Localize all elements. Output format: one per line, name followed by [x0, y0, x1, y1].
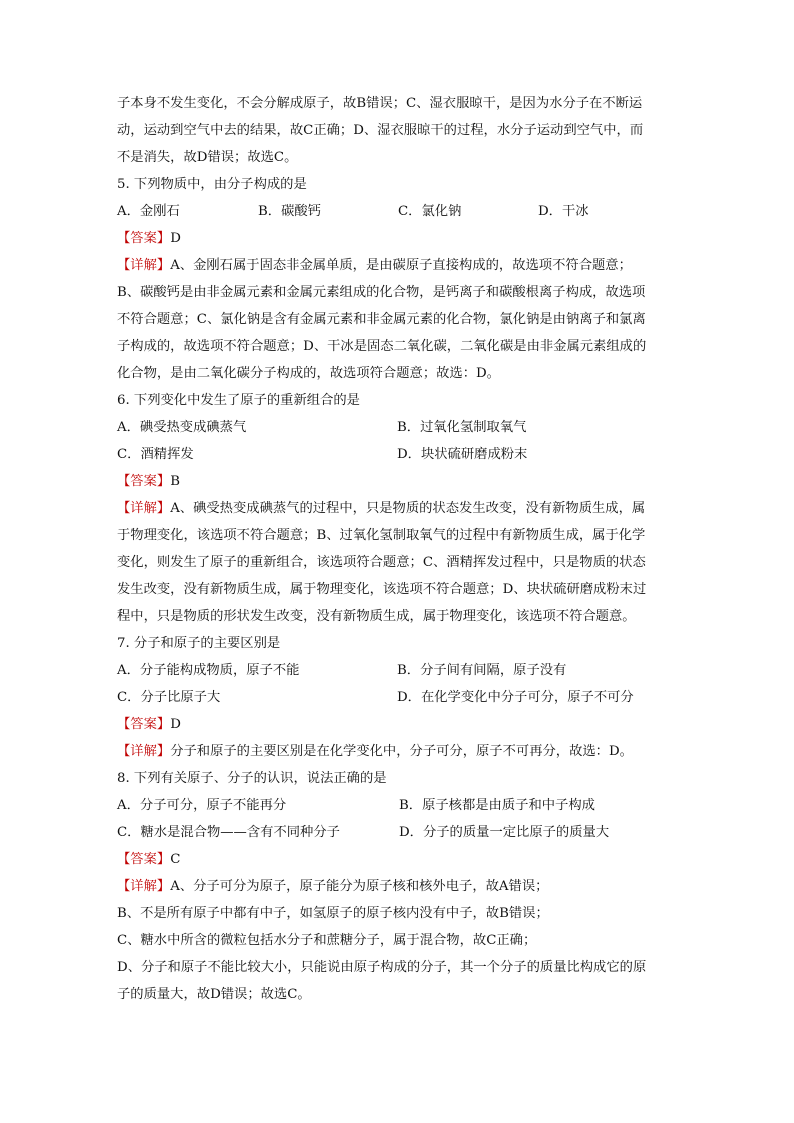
- detail-line: 程中，只是物质的形状发生改变，没有新物质生成，属于物理变化，该选项不符合题意。: [117, 609, 636, 624]
- options-row: [117, 819, 682, 846]
- question-stem: 7. 分子和原子的主要区别是: [117, 636, 281, 651]
- option-a: A．分子能构成物质，原子不能: [117, 663, 300, 678]
- text-line: 动，运动到空气中去的结果，故C正确；D、湿衣服晾干的过程，水分子运动到空气中，而: [117, 123, 644, 138]
- detail-block: [117, 738, 682, 765]
- detail-line: 【详解】分子和原子的主要区别是在化学变化中，分子可分，原子不可再分，故选：D。: [117, 744, 633, 759]
- detail-label: 【详解】: [117, 879, 171, 894]
- detail-line: 不符合题意；C、氯化钠是含有金属元素和非金属元素的化合物，氯化钠是由钠离子和氯离: [117, 312, 646, 327]
- detail-line: 发生改变，没有新物质生成，属于物理变化，该选项不符合题意；D、块状硫研磨成粉末过: [117, 582, 647, 597]
- previous-explanation-continuation: [117, 90, 682, 171]
- question-6: [117, 387, 682, 630]
- answer-label: 【答案】: [117, 231, 171, 246]
- detail-line: 变化，则发生了原子的重新组合，该选项符合题意；C、酒精挥发过程中，只是物质的状态: [117, 555, 646, 570]
- detail-block: [117, 873, 682, 1008]
- detail-line: B、不是所有原子中都有中子，如氢原子的原子核内没有中子，故B错误；: [117, 906, 549, 921]
- option-d: D．分子的质量一定比原子的质量大: [399, 825, 610, 840]
- detail-line: C、糖水中所含的微粒包括水分子和蔗糖分子，属于混合物，故C正确；: [117, 933, 537, 948]
- answer-value: B: [170, 474, 180, 489]
- option-b: B．分子间有间隔，原子没有: [397, 663, 567, 678]
- question-5: [117, 171, 682, 387]
- answer-label: 【答案】: [117, 852, 171, 867]
- option-c: C．分子比原子大: [117, 690, 221, 705]
- detail-label: 【详解】: [117, 258, 171, 273]
- options-row: [117, 792, 682, 819]
- detail-line: 【详解】A、碘受热变成碘蒸气的过程中，只是物质的状态发生改变，没有新物质生成，属: [117, 501, 646, 516]
- answer-value: D: [170, 717, 181, 732]
- option-c: C．糖水是混合物——含有不同种分子: [117, 825, 340, 840]
- options-row: [117, 414, 682, 441]
- option-b: B．过氧化氢制取氧气: [397, 420, 527, 435]
- option-d: D．在化学变化中分子可分，原子不可分: [397, 690, 634, 705]
- option-a: A．碘受热变成碘蒸气: [117, 420, 247, 435]
- answer-line: [117, 846, 682, 873]
- answer-value: C: [170, 852, 181, 867]
- answer-value: D: [170, 231, 181, 246]
- detail-label: 【详解】: [117, 744, 171, 759]
- question-stem: 8. 下列有关原子、分子的认识，说法正确的是: [117, 771, 387, 786]
- answer-label: 【答案】: [117, 717, 171, 732]
- answer-line: [117, 711, 682, 738]
- text-line: 子本身不发生变化，不会分解成原子，故B错误；C、湿衣服晾干，是因为水分子在不断运: [117, 96, 643, 111]
- option-d: D．干冰: [538, 204, 589, 219]
- option-a: A．金刚石: [117, 204, 180, 219]
- question-7: [117, 630, 682, 765]
- options-row: [117, 684, 682, 711]
- detail-line: D、分子和原子不能比较大小，只能说由原子构成的分子，其一个分子的质量比构成它的原: [117, 960, 647, 975]
- answer-line: [117, 225, 682, 252]
- text-line: 不是消失，故D错误；故选C。: [117, 150, 298, 165]
- detail-line: 子的质量大，故D错误；故选C。: [117, 987, 311, 1002]
- answer-label: 【答案】: [117, 474, 171, 489]
- detail-line: B、碳酸钙是由非金属元素和金属元素组成的化合物，是钙离子和碳酸根离子构成，故选项: [117, 285, 646, 300]
- option-a: A．分子可分，原子不能再分: [117, 798, 287, 813]
- detail-line: 【详解】A、分子可分为原子，原子能分为原子核和核外电子，故A错误；: [117, 879, 549, 894]
- document-page: [117, 90, 682, 1008]
- options-row: [117, 657, 682, 684]
- detail-label: 【详解】: [117, 501, 171, 516]
- detail-line: 化合物，是由二氧化碳分子构成的，故选项符合题意；故选：D。: [117, 366, 500, 381]
- detail-line: 【详解】A、金刚石属于固态非金属单质，是由碳原子直接构成的，故选项不符合题意；: [117, 258, 632, 273]
- option-c: C．氯化钠: [398, 204, 462, 219]
- options-row: [117, 198, 682, 225]
- question-stem: 6. 下列变化中发生了原子的重新组合的是: [117, 393, 360, 408]
- question-stem: 5. 下列物质中，由分子构成的是: [117, 177, 307, 192]
- option-b: B．碳酸钙: [258, 204, 321, 219]
- option-d: D．块状硫研磨成粉末: [397, 447, 528, 462]
- option-b: B．原子核都是由质子和中子构成: [399, 798, 595, 813]
- detail-block: [117, 495, 682, 630]
- detail-line: 于物理变化，该选项不符合题意；B、过氧化氢制取氧气的过程中有新物质生成，属于化学: [117, 528, 646, 543]
- options-row: [117, 441, 682, 468]
- answer-line: [117, 468, 682, 495]
- detail-line: 子构成的，故选项不符合题意；D、干冰是固态二氧化碳，二氧化碳是由非金属元素组成的: [117, 339, 647, 354]
- option-c: C．酒精挥发: [117, 447, 194, 462]
- detail-block: [117, 252, 682, 387]
- question-8: [117, 765, 682, 1008]
